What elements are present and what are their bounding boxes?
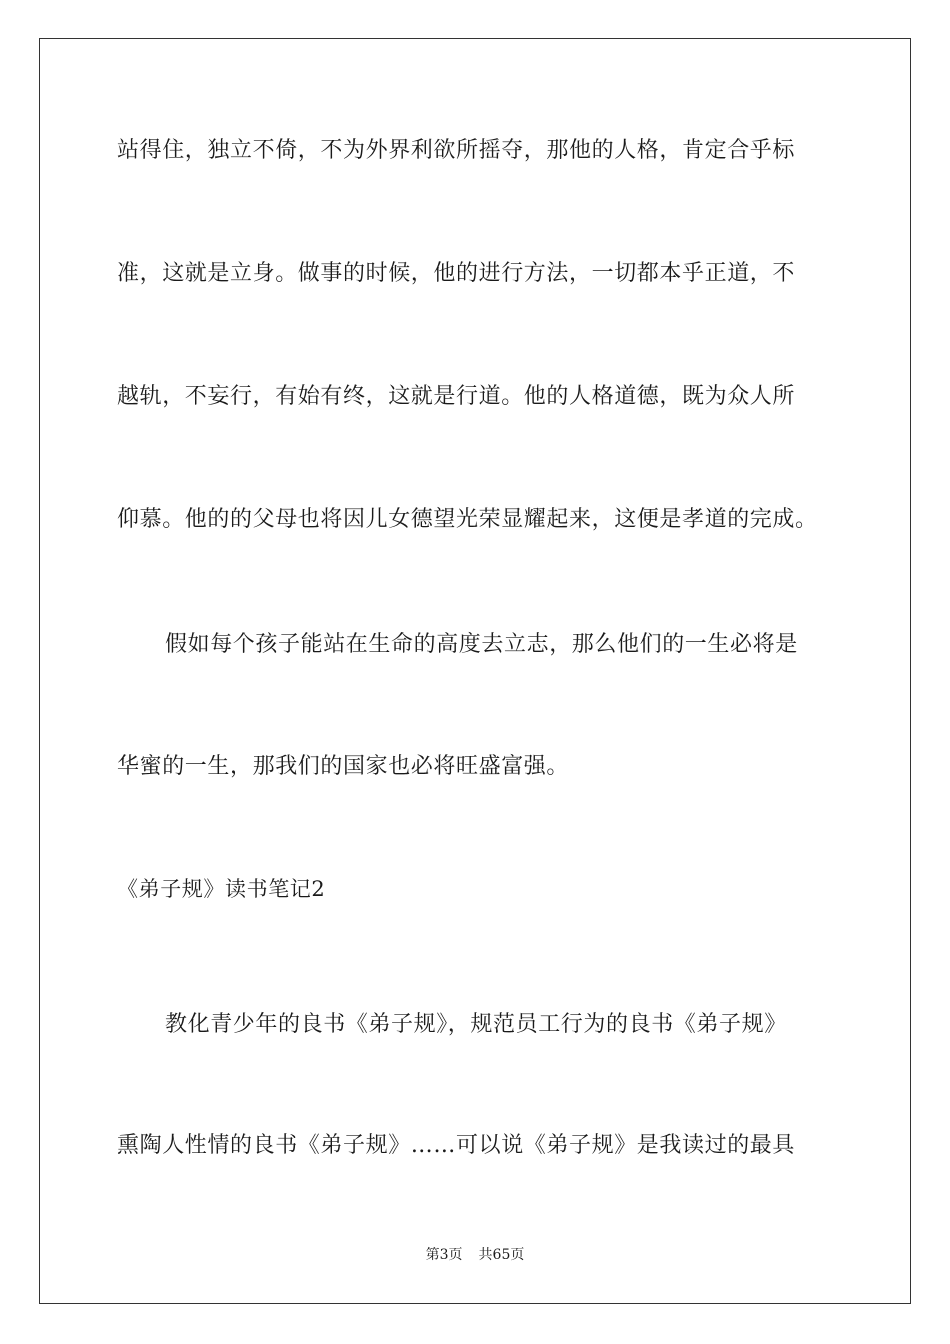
paragraph-first-line: 假如每个孩子能站在生命的高度去立志，那么他们的一生必将是 bbox=[165, 632, 798, 657]
body-text-line: 仰慕。他的的父母也将因儿女德望光荣显耀起来，这便是孝道的完成。 bbox=[117, 507, 818, 532]
page-total: 共65页 bbox=[478, 1247, 525, 1263]
body-text-line: 越轨，不妄行，有始有终，这就是行道。他的人格道德，既为众人所 bbox=[117, 384, 796, 409]
body-text-line: 华蜜的一生，那我们的国家也必将旺盛富强。 bbox=[117, 754, 570, 779]
body-text-line: 熏陶人性情的良书《弟子规》……可以说《弟子规》是我读过的最具 bbox=[117, 1133, 796, 1158]
body-text-line: 准，这就是立身。做事的时候，他的进行方法，一切都本乎正道，不 bbox=[117, 261, 796, 286]
page-border bbox=[39, 38, 911, 1304]
section-heading: 《弟子规》读书笔记2 bbox=[117, 877, 326, 901]
body-text-line: 站得住，独立不倚，不为外界利欲所摇夺，那他的人格，肯定合乎标 bbox=[117, 138, 796, 163]
paragraph-first-line: 教化青少年的良书《弟子规》，规范员工行为的良书《弟子规》 bbox=[165, 1012, 787, 1037]
page-footer bbox=[0, 1246, 950, 1264]
page-number: 第3页 bbox=[425, 1247, 463, 1263]
